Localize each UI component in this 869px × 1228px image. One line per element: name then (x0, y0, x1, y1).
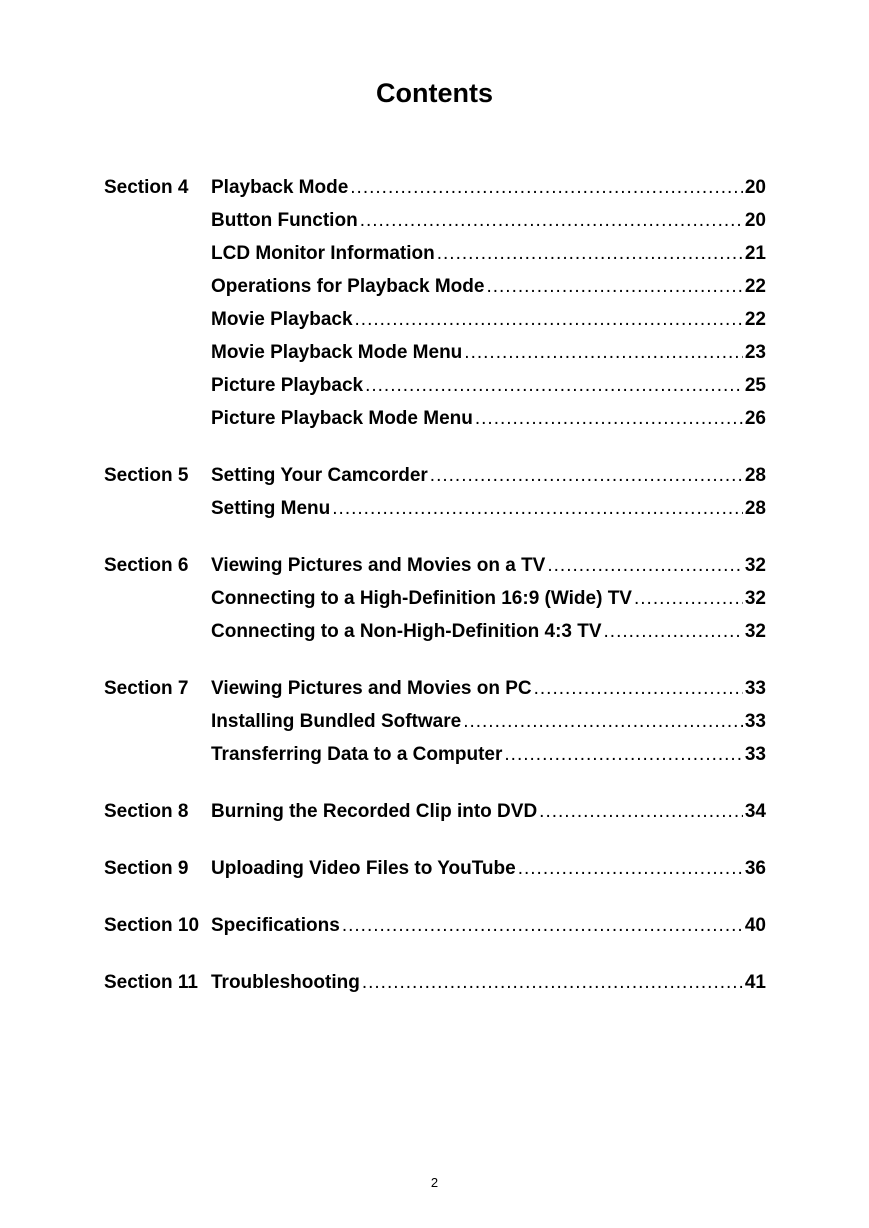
entry-title: Viewing Pictures and Movies on a TV (211, 555, 546, 576)
entry-title: Picture Playback Mode Menu (211, 408, 473, 429)
toc-section-5 (104, 459, 766, 525)
page-number: 20 (744, 210, 766, 231)
toc-entry[interactable] (104, 459, 766, 492)
dot-leader (634, 582, 743, 615)
toc-entry[interactable] (104, 582, 766, 615)
entry-title: Connecting to a Non-High-Definition 4:3 TV (211, 621, 602, 642)
page-number: 41 (744, 972, 766, 993)
entry-title: Specifications (211, 915, 340, 936)
dot-leader (547, 549, 743, 582)
entry-title: Viewing Pictures and Movies on PC (211, 678, 532, 699)
toc-entry[interactable] (104, 204, 766, 237)
toc-section-8 (104, 795, 766, 828)
toc-entry[interactable] (104, 795, 766, 828)
entry-title: Setting Your Camcorder (211, 465, 428, 486)
dot-leader (475, 402, 743, 435)
page-number: 33 (744, 711, 766, 732)
dot-leader (362, 966, 743, 999)
toc-entry[interactable] (104, 615, 766, 648)
entry-title: Connecting to a High-Definition 16:9 (Wide) TV (211, 588, 632, 609)
toc-entry[interactable] (104, 909, 766, 942)
dot-leader (332, 492, 743, 525)
page-number: 34 (744, 801, 766, 822)
page-number: 28 (744, 465, 766, 486)
dot-leader (430, 459, 743, 492)
toc-entry[interactable] (104, 336, 766, 369)
entry-title: Movie Playback (211, 309, 353, 330)
toc-entry[interactable] (104, 369, 766, 402)
toc-entry[interactable] (104, 966, 766, 999)
toc-section-7 (104, 672, 766, 771)
toc-entry[interactable] (104, 852, 766, 885)
dot-leader (355, 303, 743, 336)
page-number: 32 (744, 621, 766, 642)
dot-leader (518, 852, 743, 885)
dot-leader (365, 369, 743, 402)
section-label: Section 4 (104, 177, 189, 198)
dot-leader (486, 270, 742, 303)
page-number: 20 (744, 177, 766, 198)
dot-leader (360, 204, 743, 237)
page-number: 21 (744, 243, 766, 264)
page-number: 28 (744, 498, 766, 519)
toc-entry[interactable] (104, 303, 766, 336)
page-number: 32 (744, 588, 766, 609)
toc-entry[interactable] (104, 705, 766, 738)
entry-title: Picture Playback (211, 375, 364, 396)
page-number: 32 (744, 555, 766, 576)
dot-leader (539, 795, 743, 828)
page-number: 22 (744, 309, 766, 330)
entry-title: Uploading Video Files to YouTube (211, 858, 516, 879)
toc-entry[interactable] (104, 492, 766, 525)
entry-title: Movie Playback Mode Menu (211, 342, 463, 363)
toc-entry[interactable] (104, 738, 766, 771)
dot-leader (604, 615, 743, 648)
section-label: Section 8 (104, 801, 189, 822)
entry-title: Setting Menu (211, 498, 331, 519)
section-label: Section 5 (104, 465, 189, 486)
toc-section-9 (104, 852, 766, 885)
toc-entry[interactable] (104, 237, 766, 270)
dot-leader (504, 738, 742, 771)
toc-section-6 (104, 549, 766, 648)
page-number-footer: 2 (430, 1175, 439, 1190)
dot-leader (350, 171, 743, 204)
page-number: 23 (744, 342, 766, 363)
toc-section-11 (104, 966, 766, 999)
toc-section-4 (104, 171, 766, 435)
toc-entry[interactable] (104, 270, 766, 303)
dot-leader (342, 909, 743, 942)
toc-section-10 (104, 909, 766, 942)
toc-entry[interactable] (104, 549, 766, 582)
page-title: Contents (376, 78, 493, 108)
section-label: Section 10 (104, 915, 200, 936)
page-number: 26 (744, 408, 766, 429)
entry-title: Operations for Playback Mode (211, 276, 485, 297)
page-number: 25 (744, 375, 766, 396)
entry-title: Troubleshooting (211, 972, 360, 993)
page-number: 33 (744, 678, 766, 699)
toc-entry[interactable] (104, 402, 766, 435)
section-label: Section 7 (104, 678, 189, 699)
toc-entry[interactable] (104, 672, 766, 705)
section-label: Section 9 (104, 858, 189, 879)
table-of-contents (104, 171, 766, 1023)
dot-leader (463, 705, 743, 738)
page-number: 36 (744, 858, 766, 879)
section-label: Section 6 (104, 555, 189, 576)
entry-title: Burning the Recorded Clip into DVD (211, 801, 538, 822)
entry-title: Installing Bundled Software (211, 711, 462, 732)
page-number: 33 (744, 744, 766, 765)
page-number: 40 (744, 915, 766, 936)
entry-title: Playback Mode (211, 177, 349, 198)
entry-title: Transferring Data to a Computer (211, 744, 503, 765)
entry-title: LCD Monitor Information (211, 243, 435, 264)
entry-title: Button Function (211, 210, 358, 231)
dot-leader (464, 336, 743, 369)
page-number: 22 (744, 276, 766, 297)
dot-leader (534, 672, 743, 705)
toc-entry[interactable] (104, 171, 766, 204)
section-label: Section 11 (104, 972, 198, 993)
dot-leader (437, 237, 743, 270)
